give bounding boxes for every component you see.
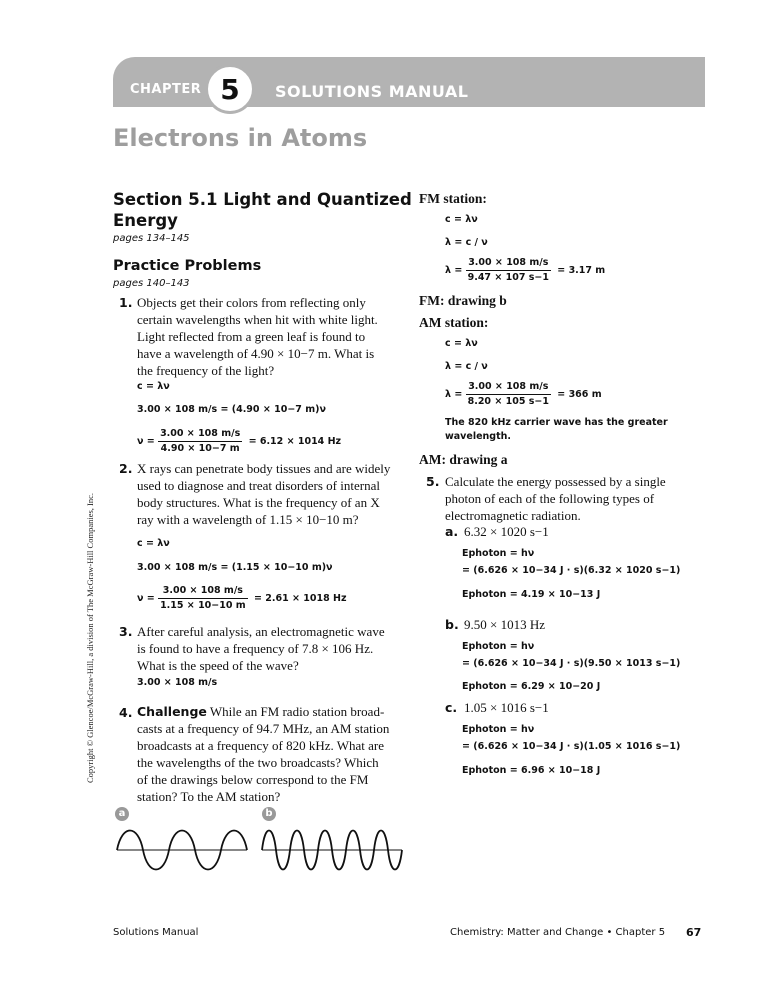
answer-line: c = λν bbox=[137, 538, 170, 549]
wave-drawings bbox=[112, 820, 412, 880]
part-a-value: 6.32 × 1020 s−1 bbox=[464, 524, 549, 539]
answer-line: Ephoton = hν bbox=[462, 548, 535, 559]
answer-line: Ephoton = 4.19 × 10−13 J bbox=[462, 589, 601, 600]
question-1-text: Objects get their colors from reflecting only certain wavelengths when hit with white light. Light reflected from a green leaf is found to have a wavelength of 4.90 × 10−7 m. What is the frequency of the light? bbox=[137, 295, 378, 378]
answer-line: λ = c / ν bbox=[445, 361, 488, 372]
drawing-a-badge: a bbox=[115, 807, 129, 821]
answer-line: Ephoton = hν bbox=[462, 641, 535, 652]
question-number: 4. bbox=[119, 705, 133, 720]
part-c-label: c. bbox=[445, 700, 458, 715]
answer-line: Ephoton = 6.96 × 10−18 J bbox=[462, 765, 601, 776]
answer-line: 3.00 × 108 m/s = (4.90 × 10−7 m)ν bbox=[137, 404, 326, 415]
chapter-number: 5 bbox=[220, 73, 240, 106]
answer-line: Ephoton = hν bbox=[462, 724, 535, 735]
answer-fraction: ν = $\frac{3.00 \times 108 m/s}{1.15 \times 10-10 m}$ = 2.61 × 1018 Hz bbox=[137, 585, 347, 611]
answer-line: Ephoton = 6.29 × 10−20 J bbox=[462, 681, 601, 692]
part-b-label: b. bbox=[445, 617, 459, 632]
question-5-text: Calculate the energy possessed by a single photon of each of the following types of electromagnetic radiation. bbox=[445, 474, 666, 523]
footer-right: Chemistry: Matter and Change • Chapter 5 bbox=[450, 927, 666, 938]
fm-station-heading: FM station: bbox=[419, 191, 487, 206]
answer-line: 3.00 × 108 m/s = (1.15 × 10−10 m)ν bbox=[137, 562, 333, 573]
answer-line: c = λν bbox=[445, 214, 478, 225]
part-a-label: a. bbox=[445, 524, 459, 539]
question-3-text: After careful analysis, an electromagnetic wave is found to have a frequency of 7.8 × 106 Hz. What is the speed of the wave? bbox=[137, 624, 385, 673]
drawing-b-badge: b bbox=[262, 807, 276, 821]
question-4-text: Challenge While an FM radio station broad- casts at a frequency of 94.7 MHz, an AM station broadcasts at a frequency of 820 kHz. What are the wavelengths of the two broadcasts? Which of the drawings below correspond to the FM station? To the AM station? bbox=[137, 704, 390, 804]
carrier-note: The 820 kHz carrier wave has the greater wavelength. bbox=[445, 417, 668, 442]
question-2-text: X rays can penetrate body tissues and are widely used to diagnose and treat disorders of internal body structures. What is the frequency of an X ray with a wavelength of 1.15 × 10−10 m? bbox=[137, 461, 391, 527]
answer-fraction: λ = $\frac{3.00 \times 108 m/s}{8.20 \times 105 s-1}$ = 366 m bbox=[445, 381, 602, 407]
section-pages: pages 134–145 bbox=[113, 233, 190, 244]
fm-drawing-heading: FM: drawing b bbox=[419, 293, 507, 308]
answer-line: 3.00 × 108 m/s bbox=[137, 677, 218, 688]
question-number: 2. bbox=[119, 461, 133, 476]
answer-line: λ = c / ν bbox=[445, 237, 488, 248]
am-station-heading: AM station: bbox=[419, 315, 489, 330]
answer-fraction: ν = $\frac{3.00 \times 108 m/s}{4.90 \times 10-7 m}$ = 6.12 × 1014 Hz bbox=[137, 428, 342, 454]
page-title: Electrons in Atoms bbox=[113, 124, 368, 152]
copyright-notice: Copyright © Glencoe/McGraw-Hill, a division of The McGraw-Hill Companies, Inc. bbox=[85, 492, 95, 784]
section-title-line1: Section 5.1 Light and Quantized bbox=[113, 190, 412, 209]
practice-pages: pages 140–143 bbox=[113, 278, 190, 289]
answer-line: = (6.626 × 10−34 J · s)(9.50 × 1013 s−1) bbox=[462, 658, 681, 669]
am-drawing-heading: AM: drawing a bbox=[419, 452, 508, 467]
answer-line: = (6.626 × 10−34 J · s)(1.05 × 1016 s−1) bbox=[462, 741, 681, 752]
part-b-value: 9.50 × 1013 Hz bbox=[464, 617, 545, 632]
answer-line: c = λν bbox=[445, 338, 478, 349]
practice-title: Practice Problems bbox=[113, 258, 262, 274]
question-number: 1. bbox=[119, 295, 133, 310]
answer-line: c = λν bbox=[137, 381, 170, 392]
footer-left: Solutions Manual bbox=[113, 927, 199, 938]
answer-fraction: λ = $\frac{3.00 \times 108 m/s}{9.47 \times 107 s-1}$ = 3.17 m bbox=[445, 257, 606, 283]
section-title-line2: Energy bbox=[113, 211, 178, 230]
answer-line: = (6.626 × 10−34 J · s)(6.32 × 1020 s−1) bbox=[462, 565, 681, 576]
challenge-label: Challenge bbox=[137, 704, 207, 719]
page-number: 67 bbox=[686, 926, 702, 939]
question-number: 5. bbox=[426, 474, 440, 489]
banner-title: SOLUTIONS MANUAL bbox=[275, 82, 469, 101]
part-c-value: 1.05 × 1016 s−1 bbox=[464, 700, 549, 715]
chapter-label: CHAPTER bbox=[130, 82, 202, 97]
question-number: 3. bbox=[119, 624, 133, 639]
